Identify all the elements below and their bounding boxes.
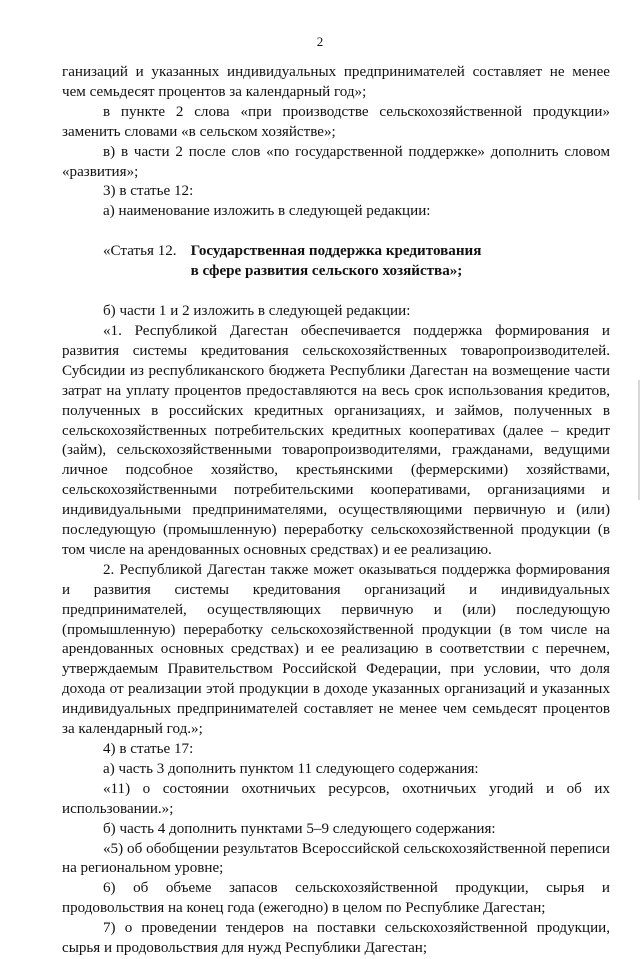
paragraph-item-v: в) в части 2 после слов «по государственной поддержке» дополнить словом «развития»; — [62, 143, 610, 180]
article-title — [191, 242, 482, 282]
paragraph-point-7: 7) о проведении тендеров на поставки сельскохозяйственной продукции, сырья и продовольствия для нужд Республики Дагестан; — [62, 920, 610, 957]
article-label: «Статья 12. — [103, 243, 177, 260]
paragraph-point-5: «5) об обобщении результатов Всероссийской сельскохозяйственной переписи на региональном уровне; — [62, 840, 610, 877]
article-title-line-2: в сфере развития сельского хозяйства»; — [190, 263, 463, 280]
paragraph-item-4: 4) в статье 17: — [103, 741, 194, 757]
paragraph-continuation: ганизаций и указанных индивидуальных предпринимателей составляет не менее чем семьдесят процентов за календарный год»; — [62, 64, 610, 100]
paragraph-part-2: 2. Республикой Дагестан также может оказываться поддержка формирования и развития системы кредитования организаций и индивидуальных предпринимателей, осуществляющих первичную и (или) последующую (промышленную) переработку сельскохозяйственной продукции (в том числе на арендованных основных средствах) и ее реализацию в соответствии с перечнем, утверждаемым Правительством Российской Федерации, при условии, что доля дохода от реализации этой продукции в доходе указанных организаций и указанных индивидуальных предпринимателей составляет не менее чем семьдесят процентов за календарный год.»; — [62, 561, 610, 738]
article-heading — [62, 242, 610, 282]
paragraph-item-4a: а) часть 3 дополнить пунктом 11 следующего содержания: — [103, 760, 479, 777]
document-body — [62, 63, 610, 959]
paragraph-item-b: б) части 1 и 2 изложить в следующей редакции: — [103, 303, 411, 320]
paragraph-point-6: 6) об объеме запасов сельскохозяйственной продукции, сырья и продовольствия на конец года (ежегодно) в целом по Республике Дагестан; — [62, 880, 610, 917]
paragraph-item-4b: б) часть 4 дополнить пунктами 5–9 следующего содержания: — [103, 820, 496, 837]
paragraph-point-11: «11) о состоянии охотничьих ресурсов, охотничьих угодий и об их использовании.»; — [62, 780, 610, 817]
paragraph-part-1: «1. Республикой Дагестан обеспечивается поддержка формирования и развития системы кредитования сельскохозяйственных товаропроизводителей. Субсидии из республиканского бюджета Республики Дагестан на возмещение части затрат на уплату процентов предоставляются на весь срок использования кредитов, полученных в российских кредитных организациях, и займов, полученных в сельскохозяйственных потребительских кредитных кооперативах (далее – кредит (займ), сельскохозяйственными товаропроизводителями, гражданами, ведущими личное подсобное хозяйство, крестьянскими (фермерскими) хозяйствами, сельскохозяйственными потребительскими кооперативами, организациями и индивидуальными предпринимателями, осуществляющими первичную и (или) последующую (промышленную) переработку сельскохозяйственной продукции (в том числе на арендованных основных средствах) и ее реализацию. — [62, 322, 610, 558]
page-number: 2 — [316, 34, 324, 49]
paragraph-item-3: 3) в статье 12: — [103, 183, 194, 200]
paragraph-item-2-amendment: в пункте 2 слова «при производстве сельскохозяйственной продукции» заменить словами «в сельском хозяйстве»; — [62, 103, 610, 140]
article-title-line-1: Государственная поддержка кредитования — [190, 243, 482, 260]
paragraph-item-a: а) наименование изложить в следующей редакции: — [103, 203, 431, 220]
